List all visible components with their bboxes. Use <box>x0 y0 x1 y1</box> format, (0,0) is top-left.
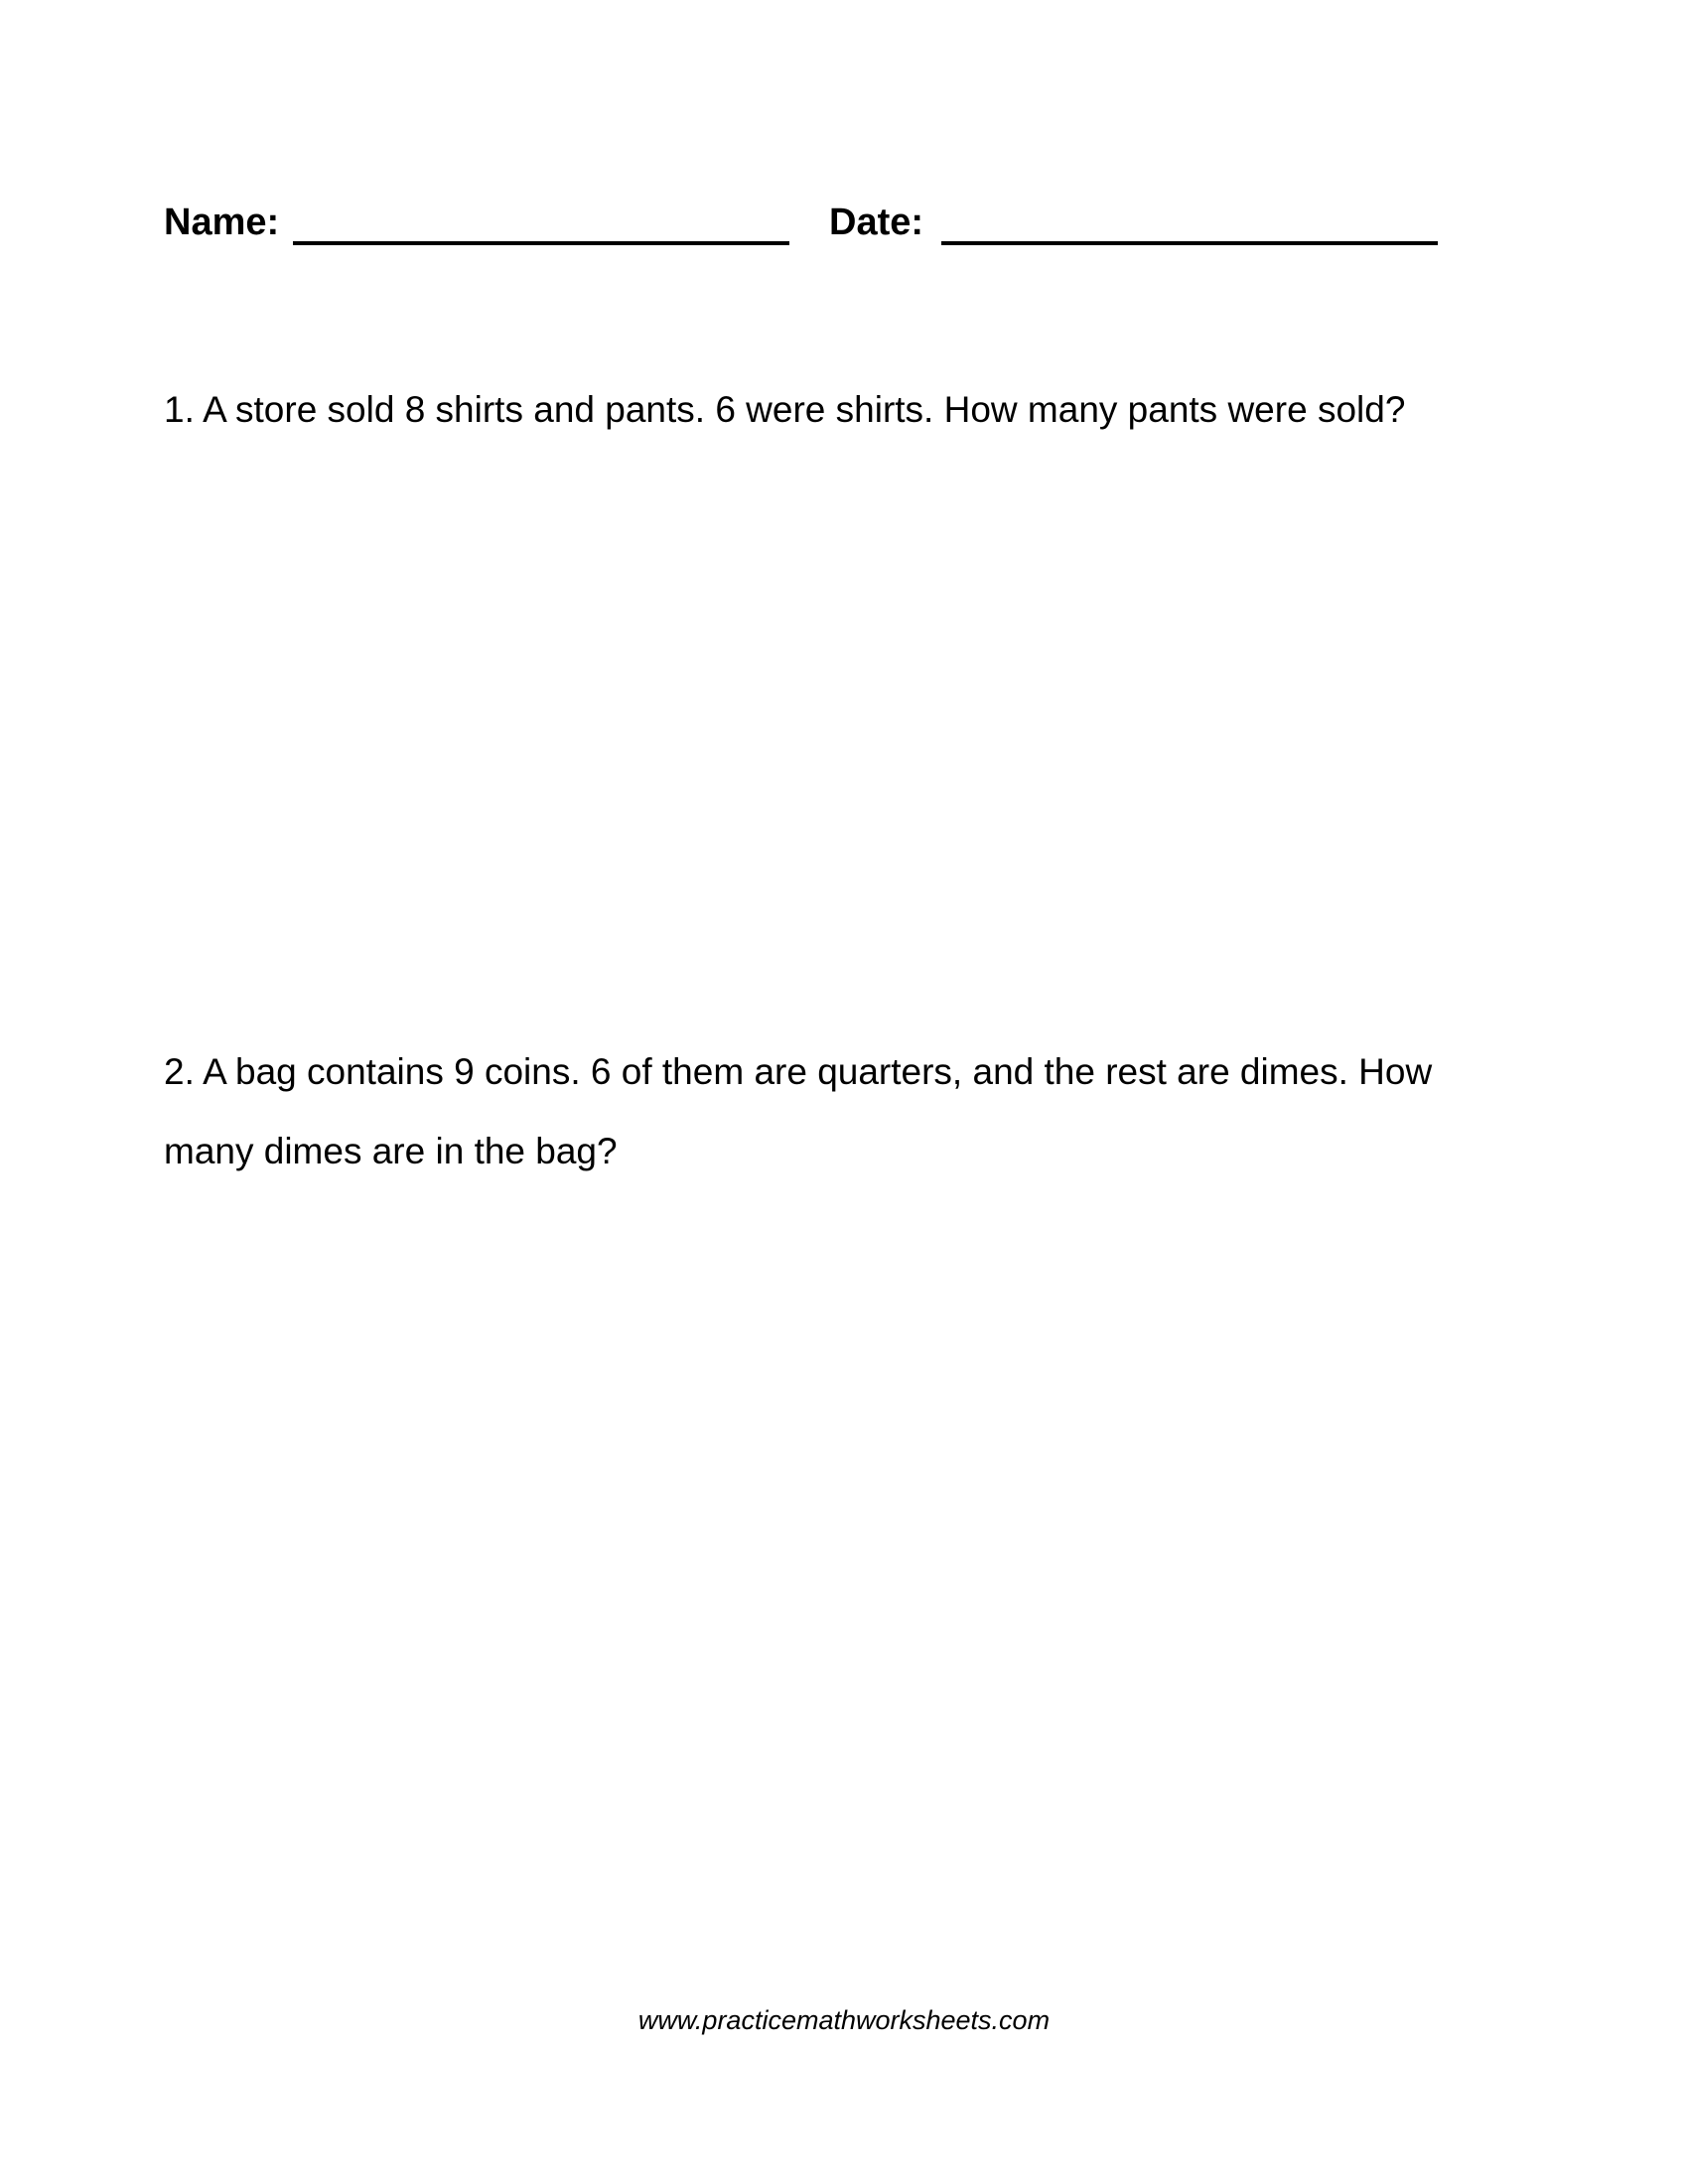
question-2-text-line-1: 2. A bag contains 9 coins. 6 of them are quarters, and the rest are dimes. How <box>164 1051 1433 1092</box>
question-1 <box>164 370 1554 450</box>
name-label: Name: <box>164 202 280 243</box>
footer-website-url: www.practicemathworksheets.com <box>637 2005 1051 2035</box>
date-label: Date: <box>829 202 924 243</box>
question-2-text-line-2: many dimes are in the bag? <box>164 1131 618 1171</box>
question-2 <box>164 1032 1554 1191</box>
question-1-text: 1. A store sold 8 shirts and pants. 6 were shirts. How many pants were sold? <box>164 389 1406 430</box>
date-blank-line <box>941 241 1438 245</box>
name-blank-line <box>293 241 789 245</box>
header-fields <box>164 199 1455 258</box>
